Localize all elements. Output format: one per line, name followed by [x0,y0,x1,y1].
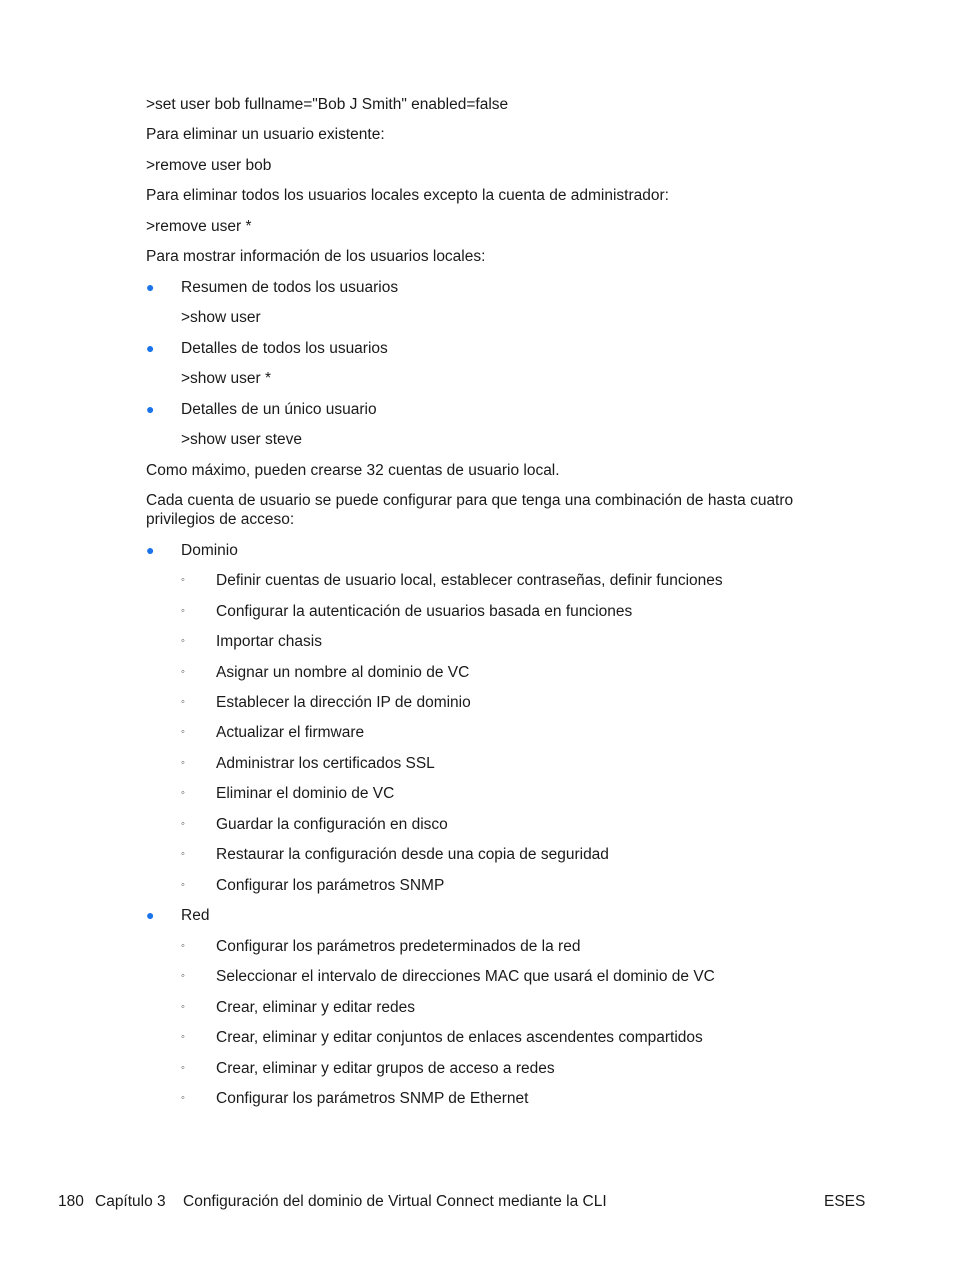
paragraph-remove-user: Para eliminar un usuario existente: [146,126,385,143]
list-item: Eliminar el dominio de VC [216,785,395,802]
list-item: Configurar los parámetros SNMP de Ethernet [216,1090,529,1107]
list-item: Crear, eliminar y editar grupos de acceso a redes [216,1060,555,1077]
list-item: Asignar un nombre al dominio de VC [216,664,470,681]
sub-bullet-icon: ◦ [181,605,185,617]
sub-bullet-icon: ◦ [181,848,185,860]
list-item: Configurar los parámetros predeterminados de la red [216,938,581,955]
command-set-user: >set user bob fullname="Bob J Smith" enabled=false [146,96,509,113]
page-number: 180 [58,1193,84,1210]
list-item-command: >show user steve [181,431,303,448]
list-item-label: Detalles de todos los usuarios [181,340,388,357]
bullet-icon: ● [146,340,155,356]
list-item: Restaurar la configuración desde una copia de seguridad [216,846,609,863]
sub-bullet-icon: ◦ [181,970,185,982]
privilege-label: Red [181,907,210,924]
sub-bullet-icon: ◦ [181,818,185,830]
list-item: Guardar la configuración en disco [216,816,448,833]
list-item-command: >show user * [181,370,272,387]
list-item: Seleccionar el intervalo de direcciones MAC que usará el dominio de VC [216,968,715,985]
list-item: Crear, eliminar y editar redes [216,999,415,1016]
list-item-command: >show user [181,309,261,326]
locale-code: ESES [824,1193,866,1210]
bullet-icon: ● [146,542,155,558]
paragraph-privileges: Cada cuenta de usuario se puede configurar para que tenga una combinación de hasta cuatro privilegios de acceso: [146,492,794,528]
sub-bullet-icon: ◦ [181,879,185,891]
sub-bullet-icon: ◦ [181,1092,185,1104]
list-item: Configurar la autenticación de usuarios basada en funciones [216,603,633,620]
list-item: Actualizar el firmware [216,724,365,741]
sub-bullet-icon: ◦ [181,635,185,647]
paragraph-max-accounts: Como máximo, pueden crearse 32 cuentas de usuario local. [146,462,560,479]
list-item: Crear, eliminar y editar conjuntos de enlaces ascendentes compartidos [216,1029,703,1046]
bullet-icon: ● [146,907,155,923]
sub-bullet-icon: ◦ [181,574,185,586]
bullet-icon: ● [146,401,155,417]
sub-bullet-icon: ◦ [181,1031,185,1043]
sub-bullet-icon: ◦ [181,666,185,678]
list-item: Configurar los parámetros SNMP [216,877,445,894]
list-item: Importar chasis [216,633,322,650]
sub-bullet-icon: ◦ [181,940,185,952]
chapter-title: Configuración del dominio de Virtual Connect mediante la CLI [183,1193,607,1210]
list-item-label: Detalles de un único usuario [181,401,377,418]
sub-bullet-icon: ◦ [181,726,185,738]
list-item: Definir cuentas de usuario local, establecer contraseñas, definir funciones [216,572,723,589]
privilege-label: Dominio [181,542,238,559]
sub-bullet-icon: ◦ [181,787,185,799]
sub-bullet-icon: ◦ [181,757,185,769]
list-item: Establecer la dirección IP de dominio [216,694,471,711]
bullet-icon: ● [146,279,155,295]
command-remove-all: >remove user * [146,218,252,235]
sub-bullet-icon: ◦ [181,1062,185,1074]
list-item-label: Resumen de todos los usuarios [181,279,399,296]
sub-bullet-icon: ◦ [181,1001,185,1013]
command-remove-user: >remove user bob [146,157,272,174]
sub-bullet-icon: ◦ [181,696,185,708]
paragraph-remove-all: Para eliminar todos los usuarios locales excepto la cuenta de administrador: [146,187,669,204]
list-item: Administrar los certificados SSL [216,755,435,772]
chapter-label: Capítulo 3 [95,1193,166,1210]
paragraph-show-info: Para mostrar información de los usuarios locales: [146,248,486,265]
